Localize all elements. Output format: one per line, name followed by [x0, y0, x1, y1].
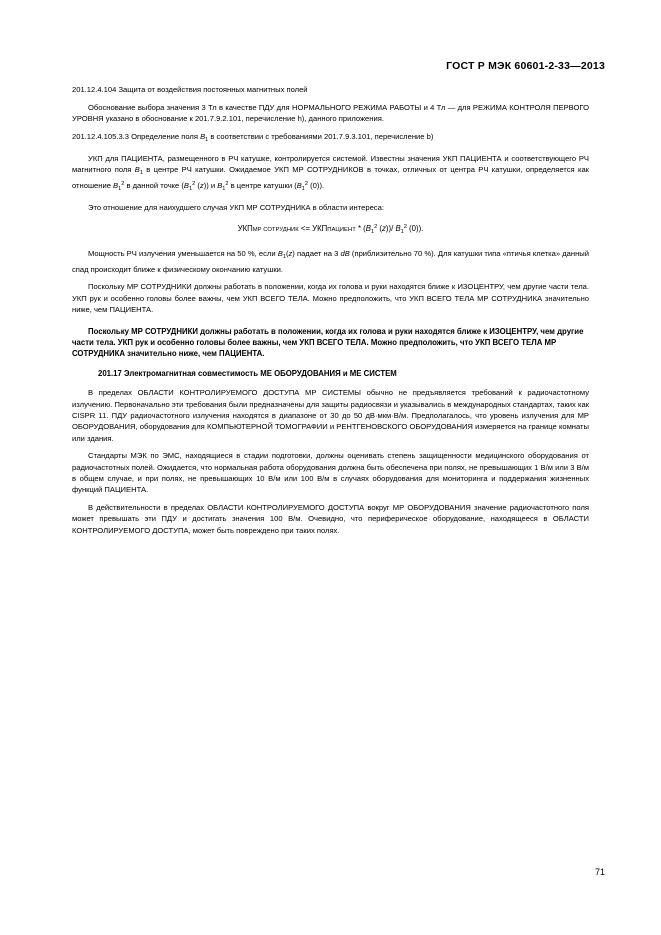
page-number: 71	[594, 867, 605, 877]
section-heading-201-17: Поскольку МР СОТРУДНИКИ должны работать в положении, когда их голова и руки находятся ближе к ИЗОЦЕНТРУ, чем другие части тела. УКП рук и особенно головы более важны, чем УКП ВСЕГО ТЕЛА. Можно предположить, что УКП ВСЕГО ТЕЛА МР СОТРУДНИКА значительно ниже, чем ПАЦИЕНТА.	[72, 327, 584, 359]
paragraph-emc-requirements: В пределах ОБЛАСТИ КОНТРОЛИРУЕМОГО ДОСТУПА МР СИСТЕМЫ обычно не предъявляется требований к радиочастотному излучению. Первоначально эти требования были предназначены для защиты радиосвязи и указывались в международных стандартах, таких как CISPR 11. ПДУ радиочастотного излучения находятся в диапазоне от 30 до 50 дВ·мкм·В/м. Предполагалось, что уровень излучения для МР ОБОРУДОВАНИЯ, оборудования для КОМПЬЮТЕРНОЙ ТОМОГРАФИИ и РЕНТГЕНОВСКОГО ОБОРУДОВАНИЯ измеряется на границе комнаты или здания.	[72, 388, 589, 443]
paragraph-worst-case-ratio-intro: Это отношение для наихудшего случая УКП МР СОТРУДНИКА в области интереса:	[88, 203, 384, 213]
paragraph-rf-power-reduction: Мощность РЧ излучения уменьшается на 50 %, если $B_1(z)$ падает на 3 dB (приблизительно 70 %). Для катушки типа «птичья клетка» данный спад происходит ближе к физическому окончанию катушки.	[72, 249, 589, 274]
paragraph-iec-emc-standards: Стандарты МЭК по ЭМС, находящиеся в стадии подготовки, должны оценивать степень защищенности медицинского оборудования от радиочастотных полей. Ожидается, что нормальная работа оборудования должна быть обеспечена при полях, не превышающих 1 В/м или 3 В/м в общем случае, и при полях, не превышающих 10 В/м или 100 В/м в случаях оборудования для мониторинга и поддержания жизненных функций ПАЦИЕНТА.	[72, 451, 589, 495]
paragraph-201-12-4-104-title: 201.12.4.104 Защита от воздействия постоянных магнитных полей	[72, 85, 308, 94]
paragraph-201-12-4-105-3-3-title: 201.12.4.105.3.3 Определение поля $B_1$ в соответствии с требованиями 201.7.9.3.101, перечисление b)	[72, 131, 434, 143]
paragraph-actual-field-levels: В действительности в пределах ОБЛАСТИ КОНТРОЛИРУЕМОГО ДОСТУПА вокруг МР ОБОРУДОВАНИЯ значение радиочастотного поля может превышать эти ПДУ и достигать значения 100 В/м. Очевидно, что периферическое оборудование, находящееся в ОБЛАСТИ КОНТРОЛИРУЕМОГО ДОСТУПА, может быть повреждено при таких полях.	[72, 503, 589, 535]
section-heading-202: 201.17 Электромагнитная совместимость МЕ ОБОРУДОВАНИЯ и МЕ СИСТЕМ	[98, 369, 397, 379]
paragraph-staff-position: Поскольку МР СОТРУДНИКИ должны работать в положении, когда их голова и руки находятся ближе к ИЗОЦЕНТРУ, чем другие части тела. УКП рук и особенно головы более важны, чем УКП ВСЕГО ТЕЛА. Можно предположить, что УКП ВСЕГО ТЕЛА МР СОТРУДНИКА значительно ниже, чем ПАЦИЕНТА.	[72, 282, 589, 315]
paragraph-rationale-3t-4t: Обоснование выбора значения 3 Тл в качестве ПДУ для НОРМАЛЬНОГО РЕЖИМА РАБОТЫ и 4 Тл — для РЕЖИМА КОНТРОЛЯ ПЕРВОГО УРОВНЯ указано в обоснование к 201.7.9.2.101, перечисление h), данного приложения.	[72, 102, 589, 124]
formula-sar-staff: УКПМР СОТРУДНИК <= УКППАЦИЕНТ * ($B_1^2$ (z))/ $B_1^2$ (0)).	[237, 224, 424, 236]
page-header: ГОСТ Р МЭК 60601-2-33—2013	[446, 60, 605, 72]
paragraph-patient-sar-control: УКП для ПАЦИЕНТА, размещенного в РЧ катушке, контролируется системой. Известны значения УКП ПАЦИЕНТА и соответствующего РЧ магнитного поля $B_1$ в центре РЧ катушки. Ожидаемое УКП МР СОТРУДНИКОВ в точках, отличных от центра РЧ катушки, определяется как отношение $B_1^2$ в данной точке ($B_1^2$ (z)) и $B_1^2$ в центре катушки ($B_1^2$ (0)).	[72, 153, 589, 193]
document-body	[72, 84, 589, 542]
